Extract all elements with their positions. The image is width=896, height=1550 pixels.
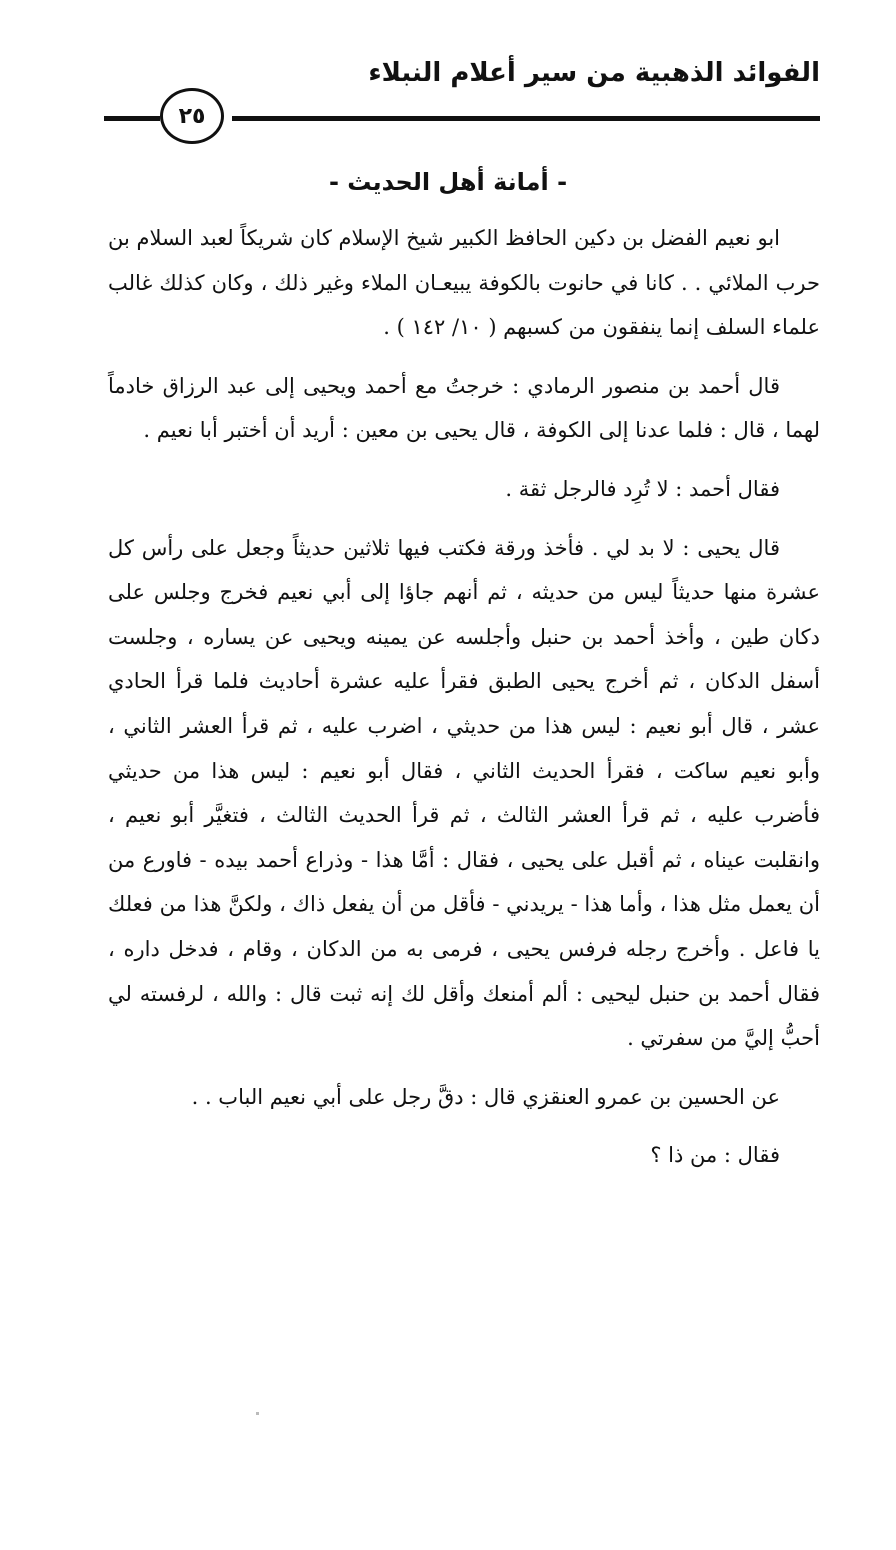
running-header-title: الفوائد الذهبية من سير أعلام النبلاء [368, 58, 820, 88]
scan-speck [256, 1412, 259, 1415]
paragraph: ابو نعيم الفضل بن دكين الحافظ الكبير شيخ الإسلام كان شريكاً لعبد السلام بن حرب الملائي . . كانا في حانوت بالكوفة يبيعـان الملاء وغير ذلك ، وكان كذلك غالب علماء السلف إنما ينفقون من كسبهم ( ١٠/ ١٤٢ ) . [108, 226, 820, 340]
header-rule-left [104, 116, 160, 121]
paragraph: فقال أحمد : لا تُرِد فالرجل ثقة . [505, 476, 780, 501]
body-text [108, 216, 820, 1192]
paragraph: قال يحيى : لا بد لي . فأخذ ورقة فكتب فيها ثلاثين حديثاً وجعل على رأس كل عشرة منها حديثاً ليس من حديثه ، ثم أنهم جاؤا إلى أبي نعيم فخرج وجلس على دكان طين ، وأخذ أحمد بن حنبل وأجلسه عن يمينه ويحيى عن يساره ، وجلست أسفل الدكان ، ثم أخرج يحيى الطبق فقرأ عليه عشرة أحاديث فلما قرأ الحادي عشر ، قال أبو نعيم : ليس هذا من حديثي ، اضرب عليه ، ثم قرأ العشر الثاني ، وأبو نعيم ساكت ، فقرأ الحديث الثاني ، فقال أبو نعيم : ليس هذا من حديثي فأضرب عليه ، ثم قرأ العشر الثالث ، ثم قرأ الحديث الثالث ، فتغيَّر أبو نعيم ، وانقلبت عيناه ، ثم أقبل على يحيى ، فقال : أمَّا هذا - وذراع أحمد بيده - فاورع من أن يعمل مثل هذا ، وأما هذا - يريدني - فأقل من أن يفعل ذاك ، ولكنَّ هذا من فعلك يا فاعل . وأخرج رجله فرفس يحيى ، فرمى به من الدكان ، وقام ، فدخل داره ، فقال أحمد بن حنبل ليحيى : ألم أمنعك وأقل لك إنه ثبت قال : والله ، لرفسته لي أحبُّ إليَّ من سفرتي . [108, 535, 820, 1051]
paragraph: قال أحمد بن منصور الرمادي : خرجتُ مع أحمد ويحيى إلى عبد الرزاق خادماً لهما ، قال : فلما عدنا إلى الكوفة ، قال يحيى بن معين : أريد أن أختبر أبا نعيم . [108, 373, 820, 443]
section-title: - أمانة أهل الحديث - [328, 168, 568, 196]
page-number-badge: ٢٥ [160, 88, 224, 144]
paragraph: فقال : من ذا ؟ [650, 1143, 780, 1168]
header-rule-right [232, 116, 820, 121]
paragraph: عن الحسين بن عمرو العنقزي قال : دقَّ رجل على أبي نعيم الباب . . [191, 1084, 780, 1109]
